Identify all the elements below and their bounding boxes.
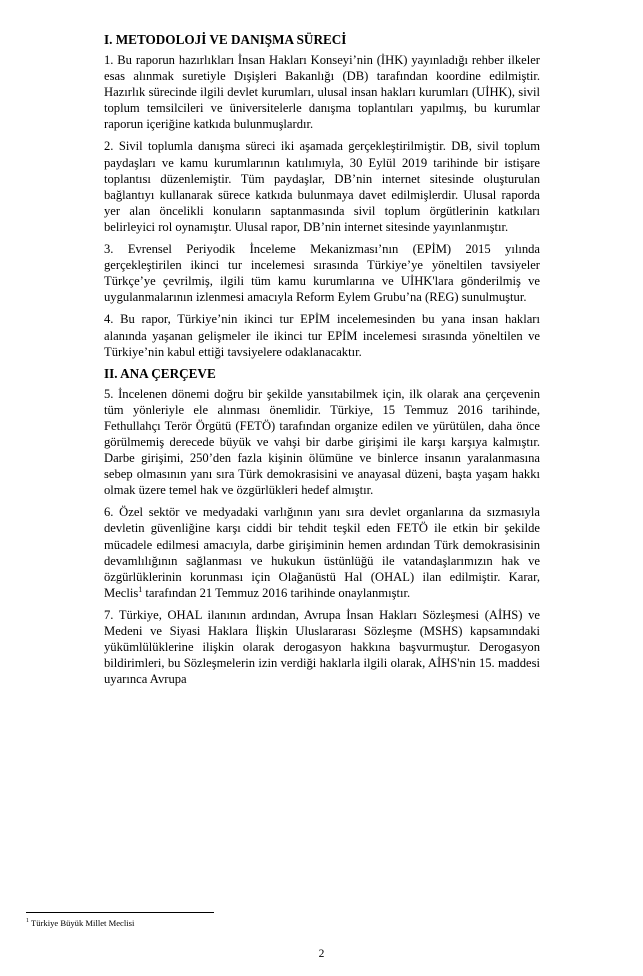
paragraph-7: 7. Türkiye, OHAL ilanının ardından, Avrupa İnsan Hakları Sözleşmesi (AİHS) ve Medeni ve Siyasi Haklara İlişkin Uluslararası Sözleşme (MSHS) kapsamındaki yükümlülüklerine ilişkin olarak derogasyon hakkına başvurmuştur. Derogasyon bildirimleri, bu Sözleşmelerin izin verdiği haklarla ilgili olarak, AİHS'nin 15. maddesi uyarınca Avrupa bbox=[104, 607, 540, 687]
paragraph-5: 5. İncelenen dönemi doğru bir şekilde yansıtabilmek için, ilk olarak ana çerçevenin tüm yönleriyle ele alınması önemlidir. Türkiye, 15 Temmuz 2016 tarihinde, Fethullahçı Terör Örgütü (FETÖ) tarafından organize edilen ve yürütülen, daha önce görülmemiş derecede büyük ve vahşi bir darbe girişimi ile karşı karşıya kalmıştır. Darbe girişimi, 250’den fazla kişinin ölümüne ve binlerce insanın yaralanmasına sebep olmasının yanı sıra Türk demokrasisini ve anayasal düzeni, başta yaşam hakkı olmak üzere temel hak ve özgürlükleri hedef almıştır. bbox=[104, 386, 540, 498]
paragraph-3: 3. Evrensel Periyodik İnceleme Mekanizması’nın (EPİM) 2015 yılında gerçekleştirilen ikinci tur incelemesi sırasında Türkiye’ye yöneltilen tavsiyeler Türkçe’ye çevrilmiş, ilgili tüm kamu kurumlarına ve UİHK'lara gönderilmiş ve uygulanmalarının izlenmesi amacıyla Reform Eylem Grubu’na (REG) sunulmuştur. bbox=[104, 242, 540, 305]
paragraph-6-tail: tarafından 21 Temmuz 2016 tarihinde onaylanmıştır. bbox=[142, 585, 411, 600]
footnote-text: Türkiye Büyük Millet Meclisi bbox=[29, 918, 135, 928]
paragraph-2: 2. Sivil toplumla danışma süreci iki aşamada gerçekleştirilmiştir. DB, sivil toplum paydaşları ve kamu kurumlarının katılımıyla, 30 Eylül 2019 tarihinde bir istişare toplantısı düzenlemiştir. Tüm paydaşlar, DB’nin internet sitesinde oluşturulan bağlantıyı kullanarak sürece katkıda bulunmaya davet edilmişlerdir. Ulusal raporda yer alan öncelikli konuların saptanmasında sivil toplum örgütlerinin katkıları belirleyici rol oynamıştır. Ulusal rapor, DB’nin internet sitesinde yayınlanmıştır. bbox=[104, 139, 540, 234]
paragraph-6 bbox=[104, 504, 540, 601]
footnote-marker: 1 bbox=[26, 918, 29, 925]
section-heading-methodology: I. METODOLOJİ VE DANIŞMA SÜRECİ bbox=[104, 32, 347, 47]
footnote-divider bbox=[26, 912, 214, 913]
footnote-reference[interactable]: 1 bbox=[138, 584, 143, 594]
paragraph-4: 4. Bu rapor, Türkiye’nin ikinci tur EPİM incelemesinden bu yana insan hakları alanında yaşanan gelişmeler ile ikinci tur EPİM incelemesi sırasında yöneltilen ve Türkiye’nin kabul ettiği tavsiyelere odaklanacaktır. bbox=[104, 312, 540, 359]
paragraph-1: 1. Bu raporun hazırlıkları İnsan Hakları Konseyi’nin (İHK) yayınladığı rehber ilkeler esas alınmak suretiyle Dışişleri Bakanlığı (DB) tarafından koordine edilmiştir. Hazırlık sürecinde ilgili devlet kurumları, ulusal insan hakları kurumları (UİHK), sivil toplum temsilcileri ve üniversitelerle danışma toplantıları yapılmış, bu kurumlar raporun içeriğine katkıda bulunmuşlardır. bbox=[104, 53, 540, 132]
paragraph-6-text: 6. Özel sektör ve medyadaki varlığının yanı sıra devlet organlarına da sızmasıyla devletin güvenliğine karşı ciddi bir tehdit teşkil eden FETÖ ile etkin bir şekilde mücadele edilmesi amacıyla, darbe girişiminin hemen ardından Türk demokrasisinin devamlılığının sağlanması ve hukukun üstünlüğü ile vatandaşlarımızın hak ve özgürlüklerinin korunması için Olağanüstü Hal (OHAL) ilan edilmiştir. Karar, Meclis bbox=[104, 505, 540, 600]
section-heading-framework: II. ANA ÇERÇEVE bbox=[104, 365, 216, 381]
page-number: 2 bbox=[318, 948, 325, 960]
document-body bbox=[104, 32, 540, 693]
footnote bbox=[26, 918, 134, 929]
